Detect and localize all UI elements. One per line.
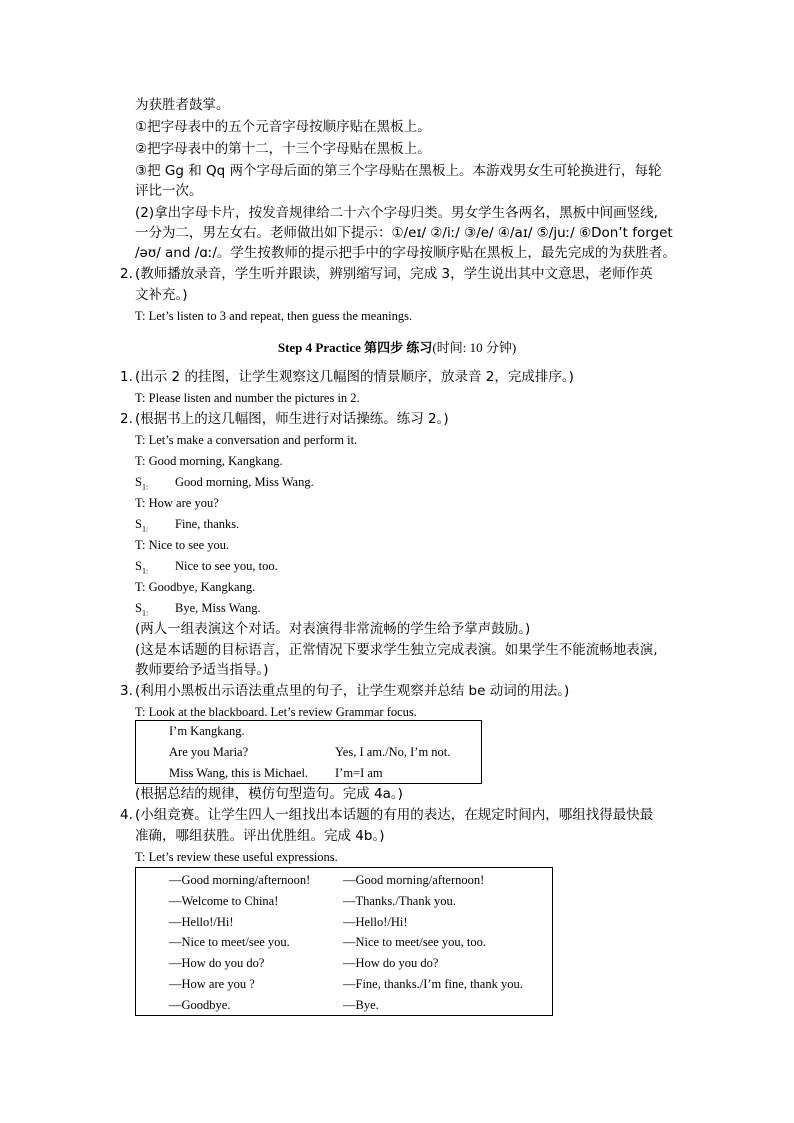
expression-cell: —How are you ? [169,977,255,991]
item-text: (根据书上的这几幅图，师生进行对话操练。练习 2。) [135,411,449,427]
intro-line: ③把 Gg 和 Qq 两个字母后面的第三个字母贴在黑板上。本游戏男女生可轮换进行，每轮 [135,163,662,179]
dialogue-line: $S_{1:}$ Nice to see you, too. [135,556,148,582]
note-line: (两人一组表演这个对话。对表演得非常流畅的学生给予掌声鼓励。) [135,621,531,637]
utterance: Let’s make a conversation and perform it. [148,433,358,447]
expression-cell: —Welcome to China! [169,893,279,908]
step4-heading [0,337,794,356]
dialogue-line [135,451,283,472]
expression-cell: —Fine, thanks./I’m fine, thank you. [343,977,523,991]
note-line: (这是本话题的目标语言，正常情况下要求学生独立完成表演。如果学生不能流畅地表演, [135,642,658,658]
speaker: T: [135,496,149,510]
utterance: Bye, Miss Wang. [175,601,261,615]
item-text: (利用小黑板出示语法重点里的句子，让学生观察并总结 be 动词的用法。) [135,683,570,699]
item-text: (教师播放录音，学生听并跟读，辨别缩写词，完成 3，学生说出其中文意思，老师作英 [135,266,653,282]
speaker: T: [135,454,149,468]
teacher-line: T: Let’s listen to 3 and repeat, then guess the meanings. [135,309,413,323]
expression-cell: —Nice to meet/see you, too. [343,935,487,950]
intro-line: 为获胜者鼓掌。 [135,97,230,113]
item-number: 1. [120,369,133,385]
speaker: T: [135,538,149,552]
item-number: 2. [120,411,133,427]
teacher-line: T: Let’s review these useful expressions. [135,850,338,864]
dialogue-line [135,493,219,514]
item-text: (小组竞赛。让学生四人一组找出本话题的有用的表达，在规定时间内，哪组找得最快最 [135,807,654,823]
item-text: 准确，哪组获胜。评出优胜组。完成 4b。) [135,828,385,844]
speaker: T: [135,580,149,594]
teacher-line: T: Look at the blackboard. Let’s review Grammar focus. [135,705,417,719]
expression-cell: —How do you do? [169,956,265,971]
dialogue-line: $S_{1:}$ Fine, thanks. [135,514,148,540]
dialogue-line: $S_{1:}$ Good morning, Miss Wang. [135,472,148,498]
speaker: T: [135,433,149,447]
grammar-cell: I’m Kangkang. [169,724,245,738]
expression-cell: —Good morning/afternoon! [343,873,485,887]
expression-cell: —Thanks./Thank you. [343,893,456,908]
intro-line: ①把字母表中的五个元音字母按顺序贴在黑板上。 [135,119,431,135]
utterance: Good morning, Kangkang. [148,454,283,468]
intro-line: ②把字母表中的第十二，十三个字母贴在黑板上。 [135,141,431,157]
dialogue-line: $S_{1:}$ Bye, Miss Wang. [135,598,148,624]
utterance: Good morning, Miss Wang. [175,475,314,489]
intro-line: 评比一次。 [135,183,203,199]
utterance: Fine, thanks. [175,517,240,531]
expression-cell: —How do you do? [343,956,439,971]
intro-line: 一分为二，男左女右。老师做出如下提示：①/eɪ/ ②/iː/ ③/e/ ④/aɪ/ ⑤/juː/ ⑥Don’t forget [135,225,673,241]
utterance: How are you? [148,496,219,510]
intro-line: /əʊ/ and /ɑː/。学生按教师的提示把手中的字母按顺序贴在黑板上，最先完成的为获胜者。 [135,245,676,261]
expression-cell: —Bye. [343,997,379,1012]
utterance: Nice to see you, too. [175,559,278,573]
step4-title: Step 4 Practice 第四步 练习 [277,340,433,355]
expression-cell: —Goodbye. [169,997,231,1012]
item-text: (出示 2 的挂图，让学生观察这几幅图的情景顺序，放录音 2，完成排序。) [135,369,574,385]
expressions-box [135,867,553,1016]
item-text: 文补充。) [135,287,188,303]
dialogue-line [135,535,229,556]
item-number: 2. [120,266,133,282]
grammar-box [135,720,482,784]
item-number: 4. [120,807,133,823]
intro-line: (2)拿出字母卡片，按发音规律给二十六个字母归类。男女学生各两名，黑板中间画竖线, [135,205,658,221]
dialogue-line [135,430,357,451]
grammar-cell: Yes, I am./No, I’m not. [335,745,451,759]
expression-cell: —Hello!/Hi! [169,914,234,929]
grammar-cell: Miss Wang, this is Michael. [169,766,309,780]
dialogue-line [135,577,255,598]
expression-cell: —Good morning/afternoon! [169,873,311,887]
step4-time: (时间: 10 分钟) [432,340,517,355]
utterance: Nice to see you. [148,538,230,552]
teacher-line: T: Please listen and number the pictures in 2. [135,391,360,405]
note-line: 教师要给予适当指导。) [135,662,269,678]
expression-cell: —Hello!/Hi! [343,914,408,929]
utterance: Goodbye, Kangkang. [148,580,256,594]
expression-cell: —Nice to meet/see you. [169,935,290,950]
item-number: 3. [120,683,133,699]
grammar-cell: I’m=I am [335,766,383,780]
note-line: (根据总结的规律，模仿句型造句。完成 4a。) [135,786,403,802]
grammar-cell: Are you Maria? [169,745,249,759]
